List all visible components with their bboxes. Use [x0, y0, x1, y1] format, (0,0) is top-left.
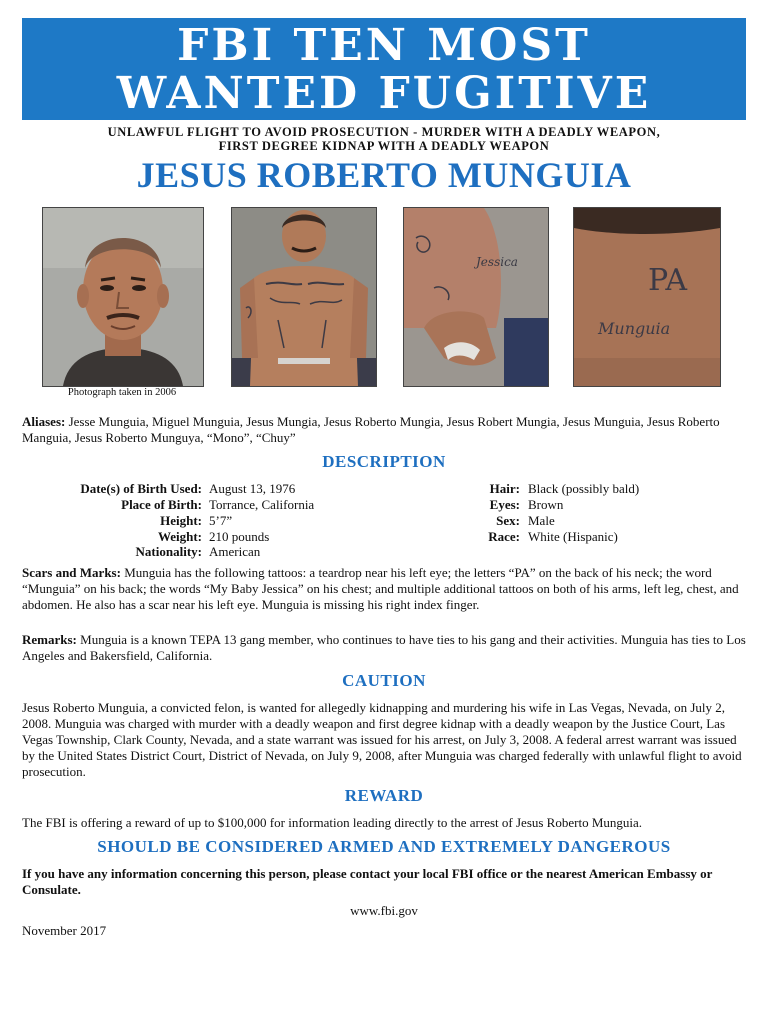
- height-value: 5’7”: [209, 513, 233, 528]
- photo-back-tattoos: [403, 207, 549, 387]
- sex-value: Male: [528, 513, 555, 528]
- tattoo-text-back: Jessica: [476, 255, 518, 269]
- weight-label: Weight:: [157, 529, 202, 544]
- caution-heading: CAUTION: [342, 671, 426, 690]
- eyes-label: Eyes:: [489, 497, 520, 512]
- armed-dangerous-warning: SHOULD BE CONSIDERED ARMED AND EXTREMELY DANGEROUS: [97, 837, 671, 856]
- aliases-paragraph: [22, 414, 746, 446]
- fugitive-name: JESUS ROBERTO MUNGUIA: [136, 155, 632, 195]
- banner-line-2: WANTED FUGITIVE: [116, 68, 652, 119]
- fbi-website[interactable]: www.fbi.gov: [350, 903, 418, 918]
- remarks-text: Munguia is a known TEPA 13 gang member, who continues to have ties to his gang and their activities. Munguia has ties to Los Angeles and Bakersfield, California.: [22, 632, 746, 663]
- race-value: White (Hispanic): [528, 529, 618, 544]
- photo-caption: Photograph taken in 2006: [67, 387, 177, 398]
- aliases-label: Aliases:: [22, 414, 66, 429]
- remarks-paragraph: [22, 632, 746, 664]
- hair-label: Hair:: [489, 481, 520, 496]
- pob-value: Torrance, California: [209, 497, 315, 512]
- charges-line-1: UNLAWFUL FLIGHT TO AVOID PROSECUTION - MURDER WITH A DEADLY WEAPON,: [107, 125, 661, 139]
- poster-date: November 2017: [22, 923, 107, 938]
- caution-text: Jesus Roberto Munguia, a convicted felon, is wanted for allegedly kidnapping and murdering his wife in Las Vegas, Nevada, on July 2, 2008. Munguia was charged with murder with a deadly weapon and first degree kidnap with a deadly weapon by the Justice Court, Las Vegas Township, Clark County, Nevada, and a state warrant was issued for his arrest, on July 3, 2008. A federal arrest warrant was issued by the United States District Court, District of Nevada, on July 9, 2008, after Munguia was charged federally with unlawful flight to avoid prosecution.: [22, 700, 742, 779]
- weight-value: 210 pounds: [209, 529, 270, 544]
- pob-label: Place of Birth:: [121, 497, 202, 512]
- reward-text: The FBI is offering a reward of up to $100,000 for information leading directly to the arrest of Jesus Roberto Munguia.: [22, 815, 643, 830]
- hair-value: Black (possibly bald): [528, 481, 640, 496]
- nationality-value: American: [209, 544, 261, 559]
- aliases-text: Jesse Munguia, Miguel Munguia, Jesus Mungia, Jesus Roberto Mungia, Jesus Robert Mungia, Jesus Munguia, Jesus Roberto Manguia, Jesus Roberto Munguya, “Mono”, “Chuy”: [22, 414, 720, 445]
- eyes-value: Brown: [528, 497, 564, 512]
- tattoo-text-munguia: Munguia: [598, 319, 671, 338]
- tattoo-text-pa: PA: [648, 263, 688, 298]
- scars-text: Munguia has the following tattoos: a teardrop near his left eye; the letters “PA” on the back of his neck; the word “Munguia” on his back; the words “My Baby Jessica” on his chest; and multiple additional tattoos on both of his arms, left leg, chest, and abdomen. He also has a scar near his left eye. Munguia is missing his right index finger.: [22, 565, 739, 612]
- scars-label: Scars and Marks:: [22, 565, 121, 580]
- dob-value: August 13, 1976: [209, 481, 296, 496]
- dob-label: Date(s) of Birth Used:: [80, 481, 202, 496]
- photo-mugshot: [42, 207, 204, 387]
- banner-line-1: FBI TEN MOST: [177, 20, 591, 71]
- sex-label: Sex:: [496, 513, 520, 528]
- scars-paragraph: [22, 565, 746, 613]
- height-label: Height:: [160, 513, 202, 528]
- nationality-label: Nationality:: [135, 544, 202, 559]
- contact-instructions: If you have any information concerning this person, please contact your local FBI office or the nearest American Embassy or Consulate.: [22, 866, 713, 897]
- wanted-banner: [22, 18, 746, 120]
- race-label: Race:: [488, 529, 520, 544]
- description-heading: DESCRIPTION: [322, 452, 446, 471]
- reward-heading: REWARD: [344, 786, 424, 805]
- charges-line-2: FIRST DEGREE KIDNAP WITH A DEADLY WEAPON: [218, 139, 550, 153]
- photo-neck-tattoo: [573, 207, 721, 387]
- photo-chest-tattoos: [231, 207, 377, 387]
- remarks-label: Remarks:: [22, 632, 77, 647]
